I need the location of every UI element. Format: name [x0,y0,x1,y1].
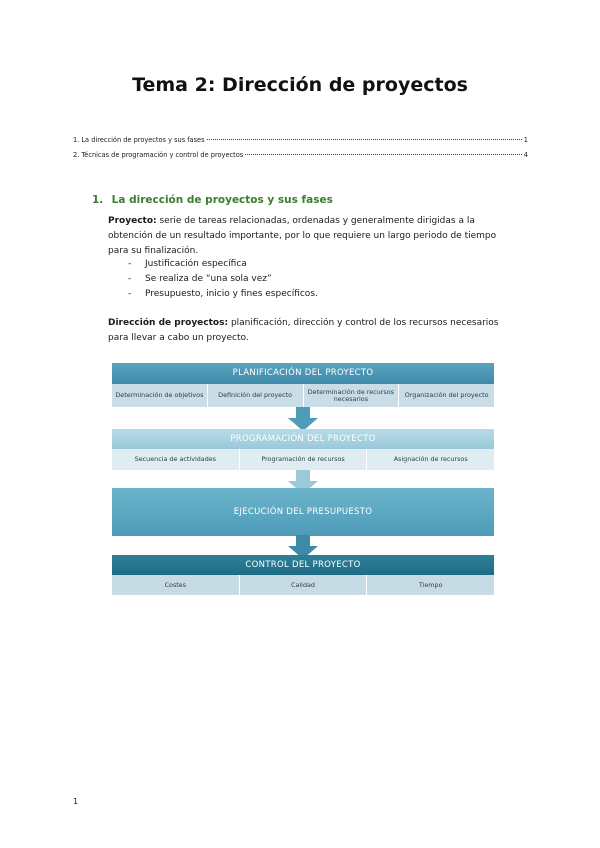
phase-item: Tiempo [418,580,443,589]
phase-control-items [112,575,494,595]
proyecto-characteristics-list [128,257,318,302]
direccion-paragraph [108,316,508,346]
phase-planificacion-items [112,384,494,407]
toc-entry-label: 1. La dirección de proyectos y sus fases [73,136,205,144]
list-item: - Justificación específica [128,257,318,272]
phase-item: Programación de recursos [240,449,368,470]
toc-dot-leader [207,139,522,140]
toc-entry-label: 2. Técnicas de programación y control de proyectos [73,151,244,159]
page-title: Tema 2: Dirección de proyectos [132,74,468,96]
phase-item: Determinación de objetivos [112,384,208,407]
down-arrow-icon [288,407,318,431]
phase-item: Organización del proyecto [404,391,489,399]
toc-dot-leader [245,154,522,155]
proyecto-paragraph [108,214,508,259]
direccion-definition: planificación, dirección y control de los recursos necesarios para llevar a cabo un proyecto. [108,318,499,343]
list-item: - Se realiza de “una sola vez” [128,272,318,287]
proyecto-term: Proyecto: [108,216,157,226]
phase-ejecucion-header: EJECUCIÓN DEL PRESUPUESTO [112,488,494,536]
phase-programacion-items [112,449,494,470]
phase-programacion-header: PROGRAMACIÓN DEL PROYECTO [112,429,494,449]
phase-planificacion-header: PLANIFICACIÓN DEL PROYECTO [112,363,494,384]
toc-entry-1[interactable] [73,136,528,144]
proyecto-definition: serie de tareas relacionadas, ordenadas y generalmente dirigidas a la obtención de un resultado importante, por lo que requiere un largo periodo de tiempo para su finalización. [108,216,497,256]
phase-item: Calidad [240,575,368,595]
phase-item: Secuencia de actividades [112,449,240,470]
toc-entry-page: 1 [523,136,528,144]
phase-control-header: CONTROL DEL PROYECTO [112,555,494,575]
toc-entry-page: 4 [523,151,528,159]
phase-item: Definición del proyecto [208,384,304,407]
phase-item: Determinación de recursos necesarios [304,384,400,407]
toc-entry-2[interactable] [73,151,528,159]
page-number: 1 [73,797,79,806]
section-number: 1. [92,194,104,206]
section-heading [92,194,333,206]
project-phases-diagram [112,363,494,606]
direccion-term: Dirección de proyectos: [108,318,229,328]
phase-item: Asignación de recursos [393,455,468,463]
list-item: - Presupuesto, inicio y fines específicos. [128,287,318,302]
section-title: La dirección de proyectos y sus fases [111,194,333,206]
phase-item: Costes [112,575,240,595]
